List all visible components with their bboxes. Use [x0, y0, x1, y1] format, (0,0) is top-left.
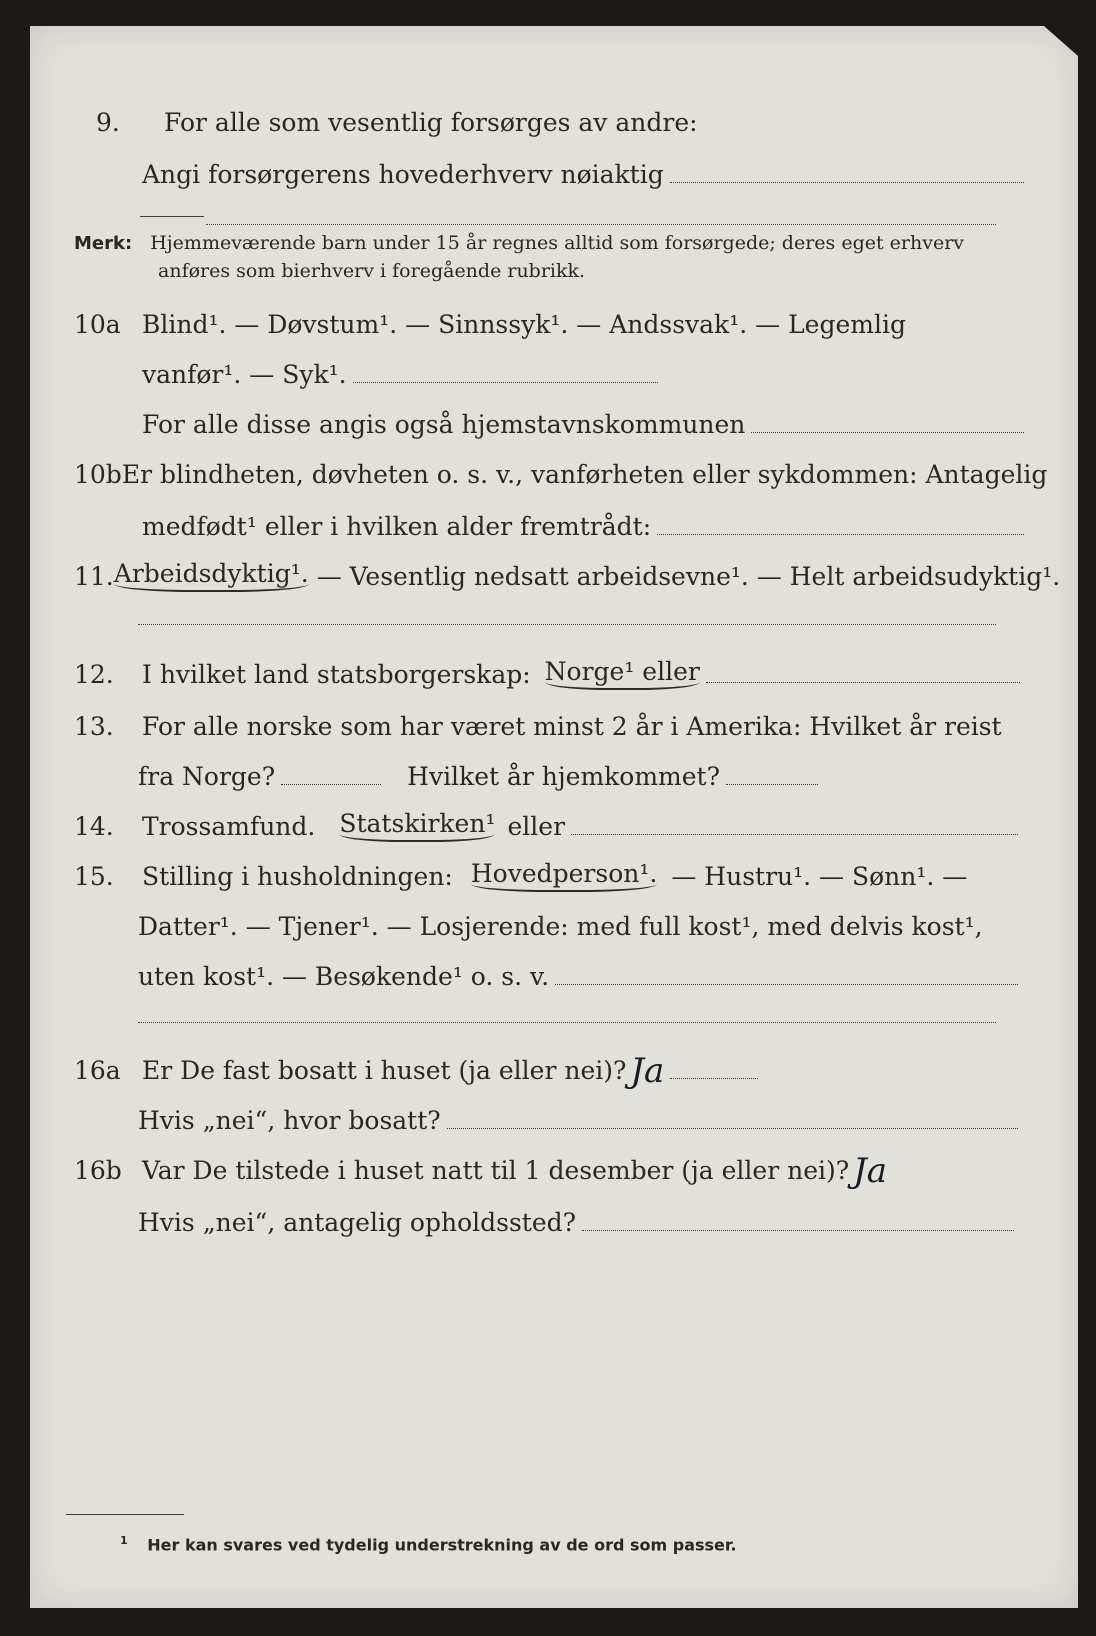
q10b-text: Er blindheten, døvheten o. s. v., vanførheten eller sykdommen: Antagelig [121, 460, 1048, 489]
q12-answer-norway[interactable]: Norge¹ eller [545, 657, 700, 690]
q13-line1 [74, 702, 1024, 742]
q10b-onset-field[interactable] [657, 534, 1024, 535]
q10a-line3 [142, 400, 1024, 440]
q14-number: 14. [74, 812, 114, 841]
q15-answer-head-of-household[interactable]: Hovedperson¹. [471, 859, 657, 892]
q10a-options-cont: vanfør¹. — Syk¹. [142, 360, 347, 389]
q15-text: Stilling i husholdningen: [142, 862, 453, 891]
q10b-onset-label: medfødt¹ eller i hvilken alder fremtrådt: [142, 512, 652, 541]
q16a-answer-field[interactable] [670, 1078, 758, 1079]
footnote-text: Her kan svares ved tydelig understrekning av de ord som passer. [147, 1535, 737, 1555]
footnote-mark: 1 [120, 1534, 128, 1547]
q10a-line2 [142, 350, 658, 390]
q9-provider-occupation-label: Angi forsørgerens hovederhverv nøiaktig [142, 160, 664, 189]
q16a-residence-label: Hvis „nei“, hvor bosatt? [138, 1106, 441, 1135]
q10b-line1 [74, 450, 1048, 490]
merk-note [74, 230, 964, 257]
q10a-home-municipality-label: For alle disse angis også hjemstavnskommunen [142, 410, 746, 439]
q16b-handwritten-answer: Ja [853, 1151, 888, 1191]
q14-text: Trossamfund. [142, 812, 316, 841]
q9-number: 9. [96, 108, 120, 137]
q16b-line2 [138, 1198, 1014, 1238]
q16a-line2 [138, 1096, 1018, 1136]
q9-line1 [96, 98, 1018, 138]
q13-return-field[interactable] [726, 784, 818, 785]
q15-answer-line[interactable] [138, 1022, 996, 1023]
q13-departure-field[interactable] [281, 784, 381, 785]
q9-provider-occupation-field[interactable] [670, 182, 1024, 183]
q10b-line2 [142, 502, 1024, 542]
q16a-residence-field[interactable] [447, 1128, 1018, 1129]
q15-number: 15. [74, 862, 114, 891]
q15-options-cont: Datter¹. — Tjener¹. — Losjerende: med full kost¹, med delvis kost¹, [138, 912, 983, 941]
q16b-text: Var De tilstede i huset natt til 1 desember (ja eller nei)? [142, 1156, 850, 1185]
folded-corner [1044, 26, 1078, 56]
census-form-page [30, 26, 1078, 1608]
q9-line2 [142, 150, 1024, 190]
q16b-whereabouts-field[interactable] [582, 1230, 1014, 1231]
q11-answer-line[interactable] [138, 624, 996, 625]
q12-line [74, 650, 1020, 690]
q14-answer-state-church[interactable]: Statskirken¹ [339, 809, 495, 842]
q14-line [74, 802, 1018, 842]
q14-or: eller [507, 812, 566, 841]
footnote [120, 1534, 737, 1554]
q15-other-options: — Hustru¹. — Sønn¹. — [671, 862, 968, 891]
q15-line2 [138, 902, 1024, 942]
q15-options-end: uten kost¹. — Besøkende¹ o. s. v. [138, 962, 550, 991]
q13-departure-label: fra Norge? [138, 762, 276, 791]
q13-line2 [138, 752, 818, 792]
q12-other-country-field[interactable] [706, 682, 1020, 683]
footnote-separator [66, 1514, 184, 1515]
q9-answer-line[interactable] [206, 224, 996, 225]
q12-number: 12. [74, 660, 114, 689]
q10a-line1 [74, 300, 1024, 340]
q16a-text: Er De fast bosatt i huset (ja eller nei)? [142, 1056, 627, 1085]
q13-number: 13. [74, 712, 114, 741]
q16b-whereabouts-label: Hvis „nei“, antagelig opholdssted? [138, 1208, 577, 1237]
q16b-number: 16b [74, 1156, 122, 1185]
q16a-handwritten-answer: Ja [630, 1051, 665, 1091]
q13-text: For alle norske som har været minst 2 år i Amerika: Hvilket år reist [142, 712, 1002, 741]
q10b-number: 10b [74, 460, 122, 489]
q11-option-work-capable[interactable]: Arbeidsdyktig¹. [114, 559, 309, 592]
q9-text: For alle som vesentlig forsørges av andre: [164, 108, 698, 137]
q13-return-label: Hvilket år hjemkommet? [407, 762, 721, 791]
q15-line1 [74, 852, 1024, 892]
q9-answer-line-short [140, 216, 204, 217]
q15-other-field[interactable] [555, 984, 1018, 985]
q10a-options: Blind¹. — Døvstum¹. — Sinnssyk¹. — Andssvak¹. — Legemlig [142, 310, 906, 339]
q14-other-field[interactable] [571, 834, 1018, 835]
q16a-line1 [74, 1046, 758, 1091]
q15-line3 [138, 952, 1018, 992]
q10a-home-municipality-field[interactable] [751, 432, 1024, 433]
merk-text-line1: Hjemmeværende barn under 15 år regnes alltid som forsørgede; deres eget erhverv [150, 232, 965, 254]
q11-number: 11. [74, 562, 114, 591]
q11-other-options: — Vesentlig nedsatt arbeidsevne¹. — Helt arbeidsudyktig¹. [316, 562, 1061, 591]
merk-label: Merk: [74, 233, 133, 254]
q12-text: I hvilket land statsborgerskap: [142, 660, 531, 689]
merk-text-line2: anføres som bierhverv i foregående rubrikk. [158, 260, 586, 282]
q16a-number: 16a [74, 1056, 121, 1085]
q10a-number: 10a [74, 310, 121, 339]
q16b-line1 [74, 1146, 978, 1191]
q10a-sick-field[interactable] [353, 382, 658, 383]
q11-line [74, 552, 1061, 592]
